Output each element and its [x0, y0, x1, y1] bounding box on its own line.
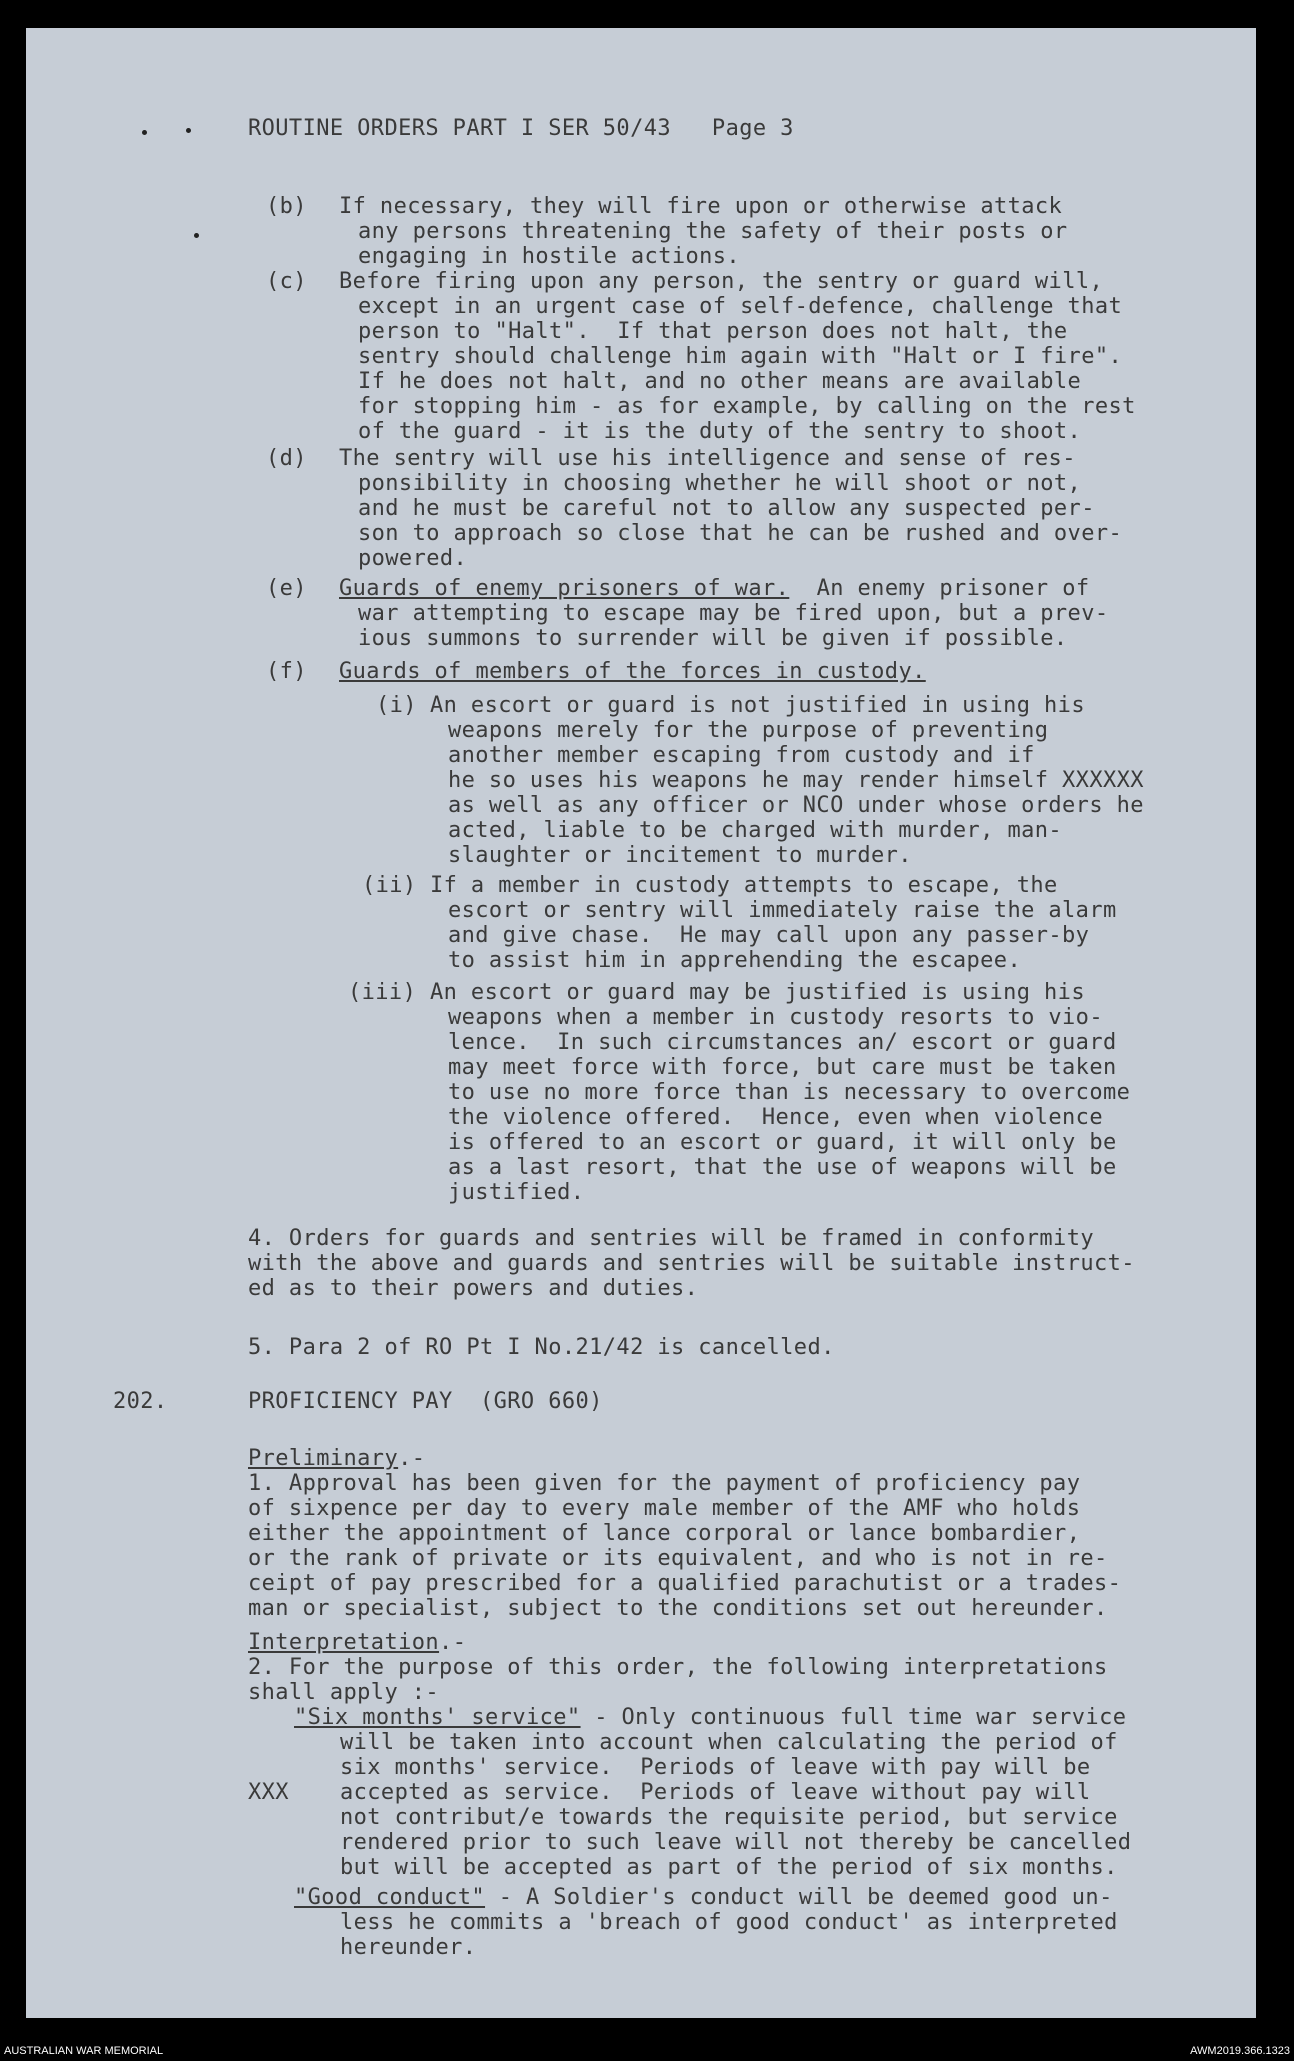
sub-i-line: An escort or guard is not justified in using his	[430, 693, 1085, 718]
page-header: ROUTINE ORDERS PART I SER 50/43 Page 3	[248, 116, 794, 141]
item-c-line: If he does not halt, and no other means are available	[358, 369, 1082, 394]
good-conduct-term: "Good conduct"	[294, 1885, 486, 1910]
item-e-heading: Guards of enemy prisoners of war.	[339, 576, 790, 601]
item-d-line: powered.	[358, 546, 468, 571]
item-b-line: If necessary, they will fire upon or otherwise attack	[339, 194, 1063, 219]
six-months-line: not contribut/e towards the requisite period, but service	[340, 1805, 1118, 1830]
sub-i-line: as well as any officer or NCO under whose orders he	[448, 793, 1144, 818]
item-b-label: (b)	[266, 194, 307, 219]
sub-i-line: slaughter or incitement to murder.	[448, 843, 912, 868]
sub-iii-line: weapons when a member in custody resorts to vio-	[448, 1005, 1103, 1030]
sub-ii-line: and give chase. He may call upon any passer-by	[448, 923, 1090, 948]
sub-iii-line: An escort or guard may be justified is using his	[430, 980, 1085, 1005]
six-months-term: "Six months' service"	[294, 1705, 581, 1730]
punch-mark	[142, 130, 147, 135]
item-c-line: for stopping him - as for example, by calling on the rest	[358, 394, 1136, 419]
sub-iii-line: lence. In such circumstances an/ escort or guard	[448, 1030, 1117, 1055]
item-b-line: engaging in hostile actions.	[358, 244, 741, 269]
sub-i-label: (i)	[376, 693, 417, 718]
item-f-label: (f)	[266, 659, 307, 684]
item-e-first-rest: An enemy prisoner of	[789, 576, 1090, 601]
item-d-line: ponsibility in choosing whether he will shoot or not,	[358, 471, 1082, 496]
six-months-line: will be taken into account when calculating the period of	[340, 1730, 1118, 1755]
item-d-line: The sentry will use his intelligence and sense of res-	[339, 446, 1076, 471]
sub-iii-line: as a last resort, that the use of weapons will be	[448, 1155, 1117, 1180]
item-c-line: except in an urgent case of self-defence, challenge that	[358, 294, 1123, 319]
six-months-first: - Only continuous full time war service	[580, 1705, 1127, 1730]
six-months-line: rendered prior to such leave will not thereby be cancelled	[340, 1830, 1132, 1855]
para-4-line: with the above and guards and sentries will be suitable instruct-	[248, 1251, 1135, 1276]
sub-i-line: he so uses his weapons he may render himself XXXXXX	[448, 768, 1144, 793]
section-number: 202.	[113, 1389, 168, 1414]
good-conduct-first: - A Soldier's conduct will be deemed good un-	[485, 1885, 1113, 1910]
sub-ii-line: to assist him in apprehending the escapee.	[448, 948, 1022, 973]
para-4-line: ed as to their powers and duties.	[248, 1276, 699, 1301]
sub-i-line: another member escaping from custody and if	[448, 743, 1035, 768]
sub-i-line: weapons merely for the purpose of preventing	[448, 718, 1049, 743]
good-conduct-line: hereunder.	[340, 1935, 477, 1960]
punch-mark	[186, 128, 191, 133]
sub-iii-line: justified.	[448, 1180, 585, 1205]
preliminary-heading: Preliminary	[248, 1446, 399, 1471]
item-c-line: Before firing upon any person, the sentry or guard will,	[339, 269, 1104, 294]
item-d-line: and he must be careful not to allow any suspected per-	[358, 496, 1095, 521]
item-e-label: (e)	[266, 576, 307, 601]
good-conduct-line: less he commits a 'breach of good conduct' as interpreted	[340, 1910, 1118, 1935]
item-b-line: any persons threatening the safety of their posts or	[358, 219, 1068, 244]
item-d-line: son to approach so close that he can be rushed and over-	[358, 521, 1123, 546]
para-5: 5. Para 2 of RO Pt I No.21/42 is cancelled.	[248, 1335, 835, 1360]
para-1-line: 1. Approval has been given for the payment of proficiency pay	[248, 1471, 1081, 1496]
punch-mark	[194, 233, 199, 238]
margin-strikeout: XXX	[248, 1780, 289, 1805]
sub-iii-label: (iii)	[348, 980, 417, 1005]
para-1-line: ceipt of pay prescribed for a qualified parachutist or a trades-	[248, 1571, 1122, 1596]
preliminary-heading-line	[248, 1446, 425, 1471]
section-title: PROFICIENCY PAY (GRO 660)	[248, 1389, 603, 1414]
six-months-line: six months' service. Periods of leave with pay will be	[340, 1755, 1091, 1780]
item-f-heading: Guards of members of the forces in custody.	[339, 659, 926, 684]
sub-ii-line: escort or sentry will immediately raise the alarm	[448, 898, 1117, 923]
sub-i-line: acted, liable to be charged with murder, man-	[448, 818, 1063, 843]
sub-ii-line: If a member in custody attempts to escape, the	[430, 873, 1058, 898]
item-c-line: person to "Halt". If that person does not halt, the	[358, 319, 1068, 344]
good-conduct-first-line	[294, 1885, 1113, 1910]
interpretation-heading: Interpretation	[248, 1630, 440, 1655]
para-1-line: man or specialist, subject to the conditions set out hereunder.	[248, 1596, 1108, 1621]
interpretation-heading-line	[248, 1630, 466, 1655]
sub-ii-label: (ii)	[362, 873, 417, 898]
footer-id: AWM2019.366.1323	[1190, 2045, 1290, 2057]
six-months-line: but will be accepted as part of the period of six months.	[340, 1855, 1118, 1880]
sub-iii-line: the violence offered. Hence, even when violence	[448, 1105, 1103, 1130]
six-months-first-line	[294, 1705, 1126, 1730]
item-c-line: of the guard - it is the duty of the sentry to shoot.	[358, 419, 1082, 444]
para-1-line: or the rank of private or its equivalent, and who is not in re-	[248, 1546, 1108, 1571]
item-c-label: (c)	[266, 269, 307, 294]
footer-source: AUSTRALIAN WAR MEMORIAL	[4, 2045, 164, 2057]
item-c-line: sentry should challenge him again with "Halt or I fire".	[358, 344, 1123, 369]
preliminary-suffix: .-	[398, 1446, 426, 1471]
item-e-line: war attempting to escape may be fired upon, but a prev-	[358, 601, 1109, 626]
para-2-line: 2. For the purpose of this order, the following interpretations	[248, 1655, 1108, 1680]
item-d-label: (d)	[266, 446, 307, 471]
sub-iii-line: may meet force with force, but care must be taken	[448, 1055, 1117, 1080]
para-4-line: 4. Orders for guards and sentries will be framed in conformity	[248, 1226, 1094, 1251]
item-e-line: ious summons to surrender will be given if possible.	[358, 626, 1068, 651]
para-2-line: shall apply :-	[248, 1680, 440, 1705]
interpretation-suffix: .-	[439, 1630, 467, 1655]
para-1-line: of sixpence per day to every male member of the AMF who holds	[248, 1496, 1081, 1521]
para-1-line: either the appointment of lance corporal or lance bombardier,	[248, 1521, 1081, 1546]
sub-iii-line: is offered to an escort or guard, it will only be	[448, 1130, 1117, 1155]
document-page	[26, 28, 1256, 2018]
six-months-line: accepted as service. Periods of leave without pay will	[340, 1780, 1091, 1805]
sub-iii-line: to use no more force than is necessary to overcome	[448, 1080, 1131, 1105]
item-e-first-line	[339, 576, 1090, 601]
